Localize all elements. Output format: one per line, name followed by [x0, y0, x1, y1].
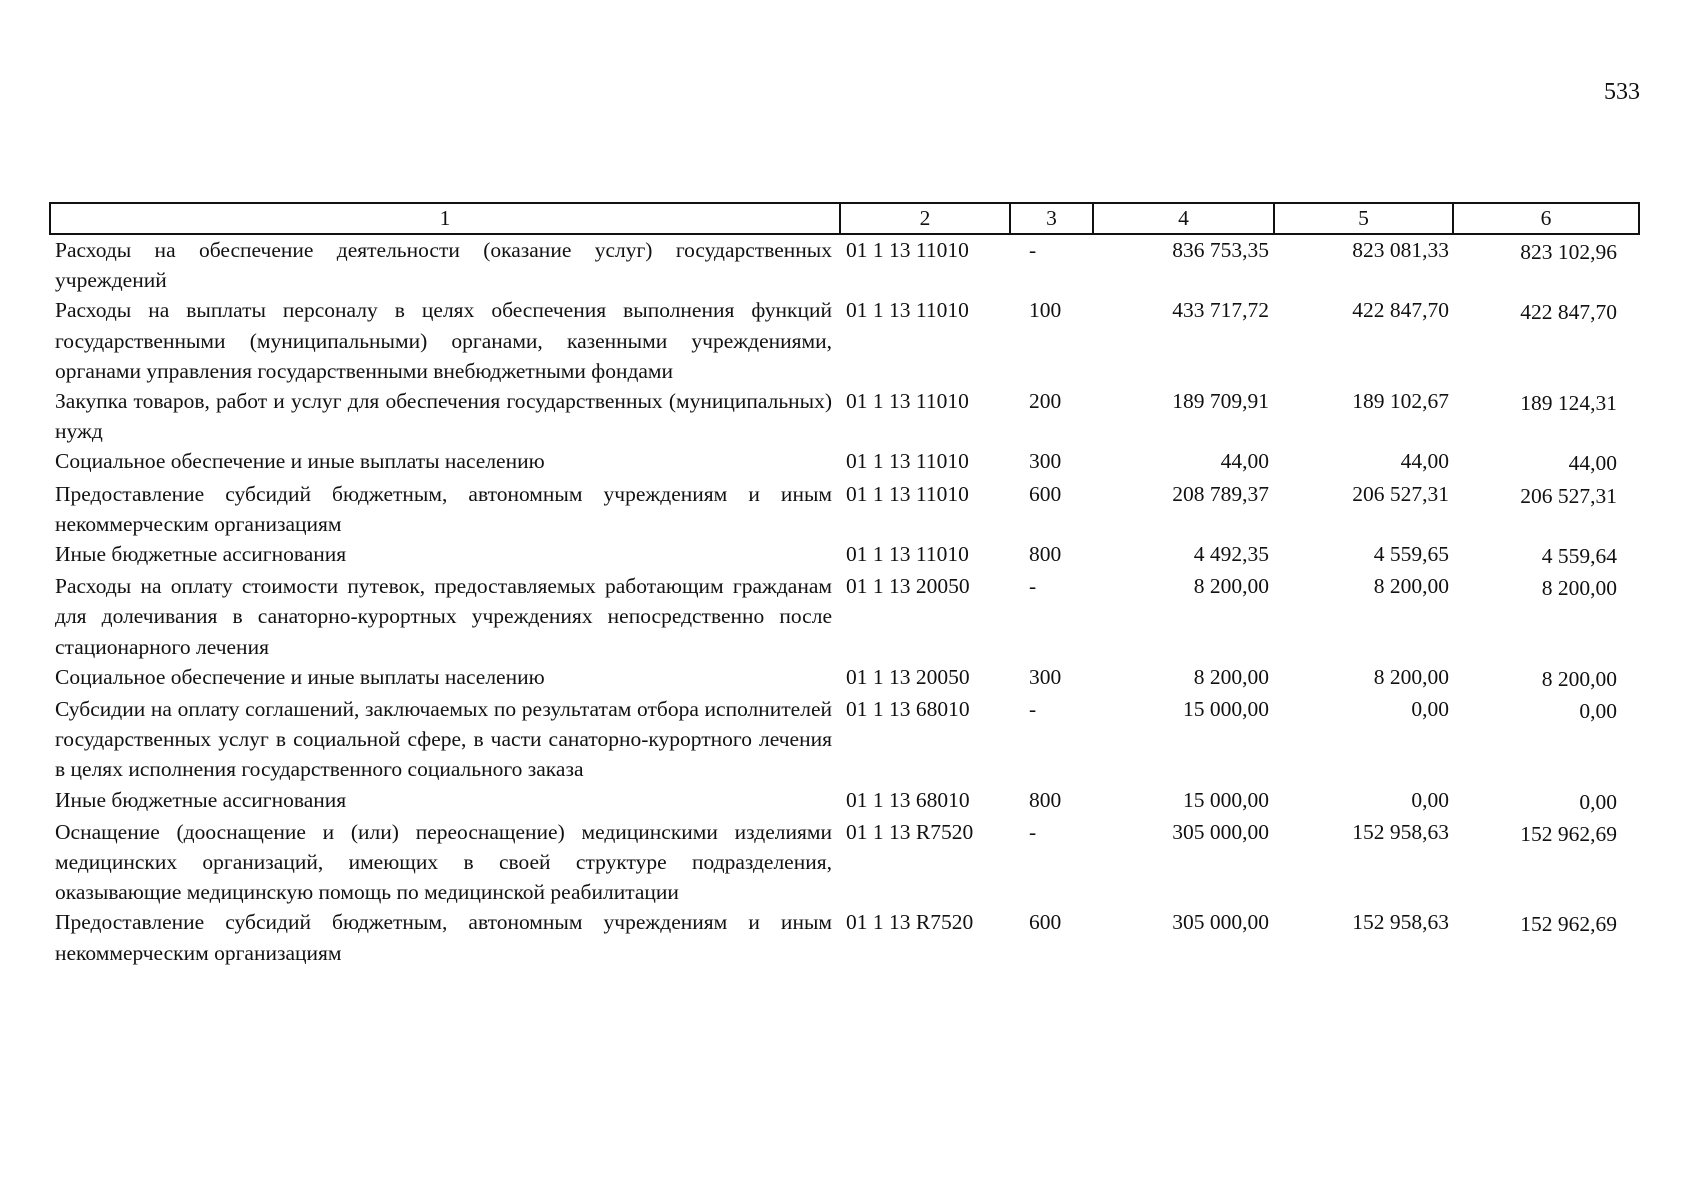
row-name-cell: Оснащение (дооснащение и (или) переоснащение) медицинскими изделиями медицинских организаций, имеющих в своей структуре подразделения, оказывающие медицинскую помощь по медицинской реабилитации — [55, 819, 832, 905]
row-name-cell: Иные бюджетные ассигнования — [55, 542, 347, 567]
row-expense-type-cell: - — [1029, 819, 1037, 844]
row-name-cell: Предоставление субсидий бюджетным, автономным учреждениям и иным некоммерческим организациям — [55, 910, 832, 965]
row-value-col4-cell: 44,00 — [1220, 449, 1269, 474]
row-value-col4-cell: 8 200,00 — [1193, 574, 1269, 599]
page-number: 533 — [1604, 79, 1640, 105]
row-code-cell: 01 1 13 R7520 — [846, 819, 974, 844]
row-value-col6-cell: 422 847,70 — [1520, 300, 1617, 325]
row-value-col6-cell: 44,00 — [1568, 451, 1617, 476]
row-code-cell: 01 1 13 11010 — [846, 542, 969, 567]
row-value-col4-cell: 189 709,91 — [1172, 389, 1269, 414]
column-header-2: 2 — [840, 203, 1010, 234]
table-row — [50, 694, 1639, 785]
row-code-cell: 01 1 13 11010 — [846, 481, 969, 506]
row-value-col5-cell: 206 527,31 — [1352, 481, 1449, 506]
row-value-col4-cell: 433 717,72 — [1172, 298, 1269, 323]
row-code-cell: 01 1 13 11010 — [846, 298, 969, 323]
row-value-col4-cell: 305 000,00 — [1172, 819, 1269, 844]
table-row — [50, 785, 1639, 817]
table-row — [50, 817, 1639, 908]
row-value-col5-cell: 152 958,63 — [1352, 910, 1449, 935]
row-expense-type-cell: 600 — [1029, 481, 1062, 506]
row-name-cell: Закупка товаров, работ и услуг для обеспечения государственных (муниципальных) нужд — [55, 389, 832, 444]
row-expense-type-cell: 200 — [1029, 389, 1062, 414]
table-row — [50, 571, 1639, 662]
row-value-col6-cell: 0,00 — [1579, 699, 1617, 724]
row-expense-type-cell: 100 — [1029, 298, 1062, 323]
table-row — [50, 479, 1639, 539]
row-code-cell: 01 1 13 11010 — [846, 449, 969, 474]
row-value-col6-cell: 823 102,96 — [1520, 240, 1617, 264]
table-row — [50, 295, 1639, 386]
row-expense-type-cell: - — [1029, 697, 1037, 722]
row-value-col5-cell: 422 847,70 — [1352, 298, 1449, 323]
row-value-col5-cell: 0,00 — [1411, 787, 1449, 812]
row-expense-type-cell: 600 — [1029, 910, 1062, 935]
row-value-col4-cell: 836 753,35 — [1172, 238, 1269, 262]
row-value-col4-cell: 305 000,00 — [1172, 910, 1269, 935]
table-row — [50, 386, 1639, 446]
row-name-cell: Социальное обеспечение и иные выплаты населению — [55, 664, 545, 689]
row-value-col5-cell: 8 200,00 — [1373, 664, 1449, 689]
row-code-cell: 01 1 13 R7520 — [846, 910, 974, 935]
column-header-5: 5 — [1274, 203, 1453, 234]
table-body — [50, 234, 1639, 968]
row-value-col5-cell: 4 559,65 — [1373, 542, 1449, 567]
table-row — [50, 907, 1639, 967]
row-value-col4-cell: 208 789,37 — [1172, 481, 1269, 506]
row-name-cell: Расходы на выплаты персоналу в целях обеспечения выполнения функций государственными (муниципальными) органами, казенными учреждениями, органами управления государственными внебюджетными фондами — [55, 298, 832, 383]
row-code-cell: 01 1 13 11010 — [846, 238, 969, 262]
row-expense-type-cell: - — [1029, 574, 1037, 599]
row-expense-type-cell: 300 — [1029, 664, 1062, 689]
row-name-cell: Предоставление субсидий бюджетным, автономным учреждениям и иным некоммерческим организациям — [55, 481, 832, 536]
row-name-cell: Субсидии на оплату соглашений, заключаемых по результатам отбора исполнителей государственных услуг в социальной сфере, в части санаторно-курортного лечения в целях исполнения государственного социального заказа — [55, 697, 832, 782]
row-value-col5-cell: 189 102,67 — [1352, 389, 1449, 414]
row-value-col6-cell: 4 559,64 — [1541, 544, 1617, 569]
budget-table — [49, 202, 1640, 968]
column-header-6: 6 — [1453, 203, 1639, 234]
row-value-col6-cell: 8 200,00 — [1541, 576, 1617, 601]
row-name-cell: Иные бюджетные ассигнования — [55, 787, 347, 812]
header-row — [50, 203, 1639, 234]
row-name-cell: Расходы на обеспечение деятельности (оказание услуг) государственных учреждений — [55, 238, 832, 293]
table-header — [50, 203, 1639, 234]
row-code-cell: 01 1 13 68010 — [846, 697, 970, 722]
row-value-col6-cell: 206 527,31 — [1520, 483, 1617, 508]
row-value-col5-cell: 0,00 — [1411, 697, 1449, 722]
row-value-col4-cell: 15 000,00 — [1183, 787, 1269, 812]
row-code-cell: 01 1 13 68010 — [846, 787, 970, 812]
row-value-col5-cell: 823 081,33 — [1352, 238, 1449, 262]
column-header-4: 4 — [1093, 203, 1274, 234]
row-value-col4-cell: 8 200,00 — [1193, 664, 1269, 689]
row-expense-type-cell: 800 — [1029, 542, 1062, 567]
table-row — [50, 539, 1639, 571]
row-code-cell: 01 1 13 20050 — [846, 664, 970, 689]
row-expense-type-cell: 300 — [1029, 449, 1062, 474]
column-header-3: 3 — [1010, 203, 1093, 234]
row-value-col6-cell: 8 200,00 — [1541, 666, 1617, 691]
row-value-col4-cell: 4 492,35 — [1193, 542, 1269, 567]
row-name-cell: Социальное обеспечение и иные выплаты населению — [55, 449, 545, 474]
table-row — [50, 662, 1639, 694]
row-code-cell: 01 1 13 20050 — [846, 574, 970, 599]
table-row — [50, 234, 1639, 295]
row-value-col5-cell: 152 958,63 — [1352, 819, 1449, 844]
row-value-col6-cell: 152 962,69 — [1520, 821, 1617, 846]
row-value-col5-cell: 8 200,00 — [1373, 574, 1449, 599]
row-value-col4-cell: 15 000,00 — [1183, 697, 1269, 722]
row-expense-type-cell: 800 — [1029, 787, 1062, 812]
column-header-1: 1 — [50, 203, 840, 234]
row-code-cell: 01 1 13 11010 — [846, 389, 969, 414]
row-value-col5-cell: 44,00 — [1400, 449, 1449, 474]
row-value-col6-cell: 189 124,31 — [1520, 391, 1617, 416]
row-value-col6-cell: 152 962,69 — [1520, 912, 1617, 937]
row-name-cell: Расходы на оплату стоимости путевок, предоставляемых работающим гражданам для долечивания в санаторно-курортных учреждениях непосредственно после стационарного лечения — [55, 574, 832, 659]
row-expense-type-cell: - — [1029, 238, 1037, 262]
table-row — [50, 446, 1639, 478]
row-value-col6-cell: 0,00 — [1579, 789, 1617, 814]
